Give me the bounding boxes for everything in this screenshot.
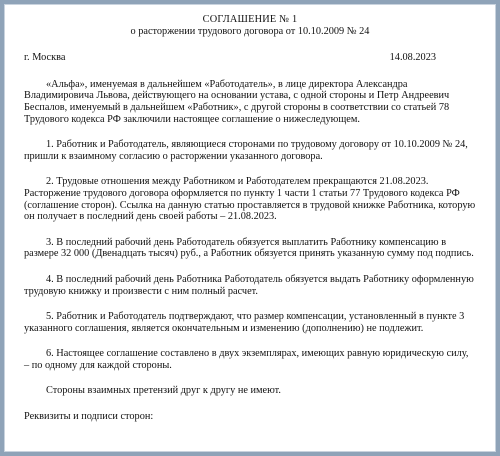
no-claims-statement: Стороны взаимных претензий друг к другу не имеют.: [46, 385, 281, 397]
signatures-heading: Реквизиты и подписи сторон:: [24, 411, 154, 423]
clause-2: 2. Трудовые отношения между Работником и Работодателем прекращаются 21.08.2023. Расторжение трудового договора оформляется по пункту 1 части 1 статьи 77 Трудового кодекса РФ (соглашение сторон). Ссылка на данную статью проставляется в трудовой книжке Работника, которую он получает в последний день своей работы – 21.08.2023.: [24, 176, 476, 223]
clause-4: 4. В последний рабочий день Работника Работодатель обязуется выдать Работнику оформленную трудовую книжку и произвести с ним полный расчет.: [24, 273, 474, 297]
document-title: СОГЛАШЕНИЕ № 1: [202, 14, 298, 25]
clause-1: 1. Работник и Работодатель, являющиеся сторонами по трудовому договору от 10.10.2009 № 24, пришли к взаимному согласию о расторжении указанного договора.: [24, 139, 468, 162]
clause-5: 5. Работник и Работодатель подтверждают, что размер компенсации, установленный в пункте 3 указанного соглашения, является окончательным и изменению (дополнению) не подлежит.: [24, 311, 465, 334]
clause-6: 6. Настоящее соглашение составлено в двух экземплярах, имеющих равную юридическую силу, – по одному для каждой стороны.: [24, 348, 469, 371]
city: г. Москва: [24, 52, 66, 64]
document-subtitle: о расторжении трудового договора от 10.10.2009 № 24: [130, 25, 370, 37]
preamble-paragraph: «Альфа», именуемая в дальнейшем «Работодатель», в лице директора Александра Владимировича Львова, действующего на основании устава, с одной стороны и Петр Андреевич Беспалов, именуемый в дальнейшем «Работник», с другой стороны в соответствии со статьей 78 Трудового кодекса РФ заключили настоящее соглашение о нижеследующем.: [24, 78, 450, 125]
clause-3: 3. В последний рабочий день Работодатель обязуется выплатить Работнику компенсацию в размере 32 000 (Двенадцать тысяч) руб., а Работник обязуется принять указанную сумму под подпись.: [24, 236, 474, 260]
document-date: 14.08.2023: [389, 52, 436, 64]
agreement-document: [24, 14, 476, 423]
city-date-line: [24, 52, 476, 64]
